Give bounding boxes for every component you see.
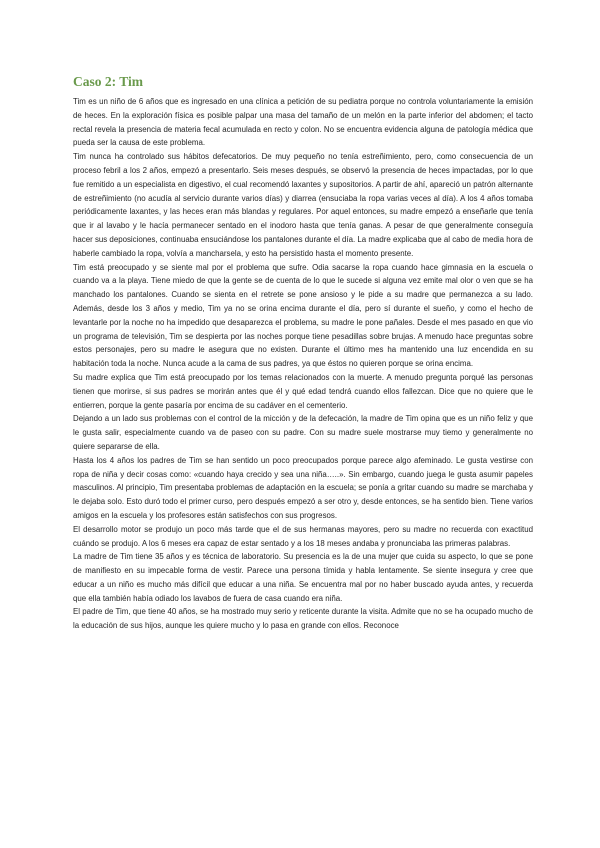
paragraph-1: Tim es un niño de 6 años que es ingresado en una clínica a petición de su pediatra porque no controla voluntariamente la emisión de heces. En la exploración física es posible palpar una masa del tamaño de un melón en la parte inferior del abdomen; el tacto rectal revela la presencia de materia fecal acumulada en recto y colon. No se encuentra evidencia alguna de patología médica que pueda ser la causa de este problema.: [73, 97, 533, 148]
paragraph-4: Su madre explica que Tim está preocupado por los temas relacionados con la muerte. A menudo pregunta porqué las personas tienen que morirse, si sus padres se morirán antes que él y qué edad tendrá cuando ellos fallezcan. Dice que no quiere que le entierren, porque la gente pasaría por encima de su cadáver en el cementerio.: [73, 372, 533, 410]
document-page: [73, 74, 533, 633]
paragraph-5: Dejando a un lado sus problemas con el control de la micción y de la defecación, la madre de Tim opina que es un niño feliz y que le gusta salir, especialmente cuando va de paseo con su padre. Con su madre suele mostrarse muy tiemo y generalmente no quiere separarse de ella.: [73, 414, 533, 451]
paragraph-3: Tim está preocupado y se siente mal por el problema que sufre. Odia sacarse la ropa cuando hace gimnasia en la escuela o cuando va a la playa. Tiene miedo de que la gente se de cuenta de lo que le sucede si alguna vez emite mal olor o ven que se ha manchado los pantalones. Cuando se sienta en el retrete se pone ansioso y le pide a su madre que permanezca a su lado. Además, desde los 3 años y medio, Tim ya no se orina encima durante el día, pero sí durante el sueño, y como el hecho de levantarle por la noche no ha impedido que desaparezca el problema, su madre le pone pañales. Desde el mes pasado en que vio un programa de televisión, Tim se despierta por las noches porque tiene pesadillas sobre brujas. A menudo hace preguntas sobre estos personajes, pero su madre le asegura que no existen. Durante el último mes ha mantenido una luz encendida en su habitación toda la noche. Nunca acude a la cama de sus padres, ya que éstos no quieren porque se orina encima.: [73, 262, 533, 369]
paragraph-6: Hasta los 4 años los padres de Tim se han sentido un poco preocupados porque parece algo afeminado. Le gusta vestirse con ropa de niña y decir cosas como: «cuando haya crecido y sea una niña…..». Sin embargo, cuando juega le gusta asumir papeles masculinos. Al principio, Tim presentaba problemas de adaptación en la escuela; se ponía a gritar cuando su madre se marchaba y le dejaba solo. Esto duró todo el primer curso, pero después empezó a ser otro y, desde entonces, se ha sentido bien. Tiene varios amigos en la escuela y los profesores están satisfechos con sus progresos.: [73, 455, 533, 520]
paragraph-7: El desarrollo motor se produjo un poco más tarde que el de sus hermanas mayores, pero su madre no recuerda con exactitud cuándo se produjo. A los 6 meses era capaz de estar sentado y a los 18 meses andaba y pronunciaba las primeras palabras.: [73, 524, 533, 548]
paragraph-8: La madre de Tim tiene 35 años y es técnica de laboratorio. Su presencia es la de una mujer que cuida su aspecto, lo que se pone de manifiesto en su impecable forma de vestir. Parece una persona tímida y habla lentamente. Se siente insegura y cree que educar a un niño es mucho más difícil que educar a una niña. Se encuentra mal por no haber buscado ayuda antes, y recuerda que ella también había odiado los lavabos de fuera de casa cuando era niña.: [73, 552, 533, 603]
paragraph-2: Tim nunca ha controlado sus hábitos defecatorios. De muy pequeño no tenía estreñimiento, pero, como consecuencia de un proceso febril a los 2 años, empezó a presentarlo. Seis meses después, se observó la presencia de heces impactadas, por lo que fue remitido a un especialista en digestivo, el cual recomendó laxantes y supositorios. A partir de ahí, apareció un patrón alternante de estreñimiento (no acudía al servicio durante varios días) y diarrea (ensuciaba la ropa varias veces al día). A los 4 años tomaba periódicamente laxantes, y las heces eran más blandas y regulares. Por aquel entonces, su madre empezó a enseñarle que tenía que ir al lavabo y le hacía permanecer sentado en el inodoro hasta que tenía ganas. A pesar de que generalmente conseguía hacer sus deposiciones, continuaba ensuciándose los pantalones durante el día. La madre explicaba que al cabo de media hora de haberle cambiado la ropa, volvía a mancharsela, y esto ha persistido hasta el momento presente.: [73, 152, 533, 258]
paragraph-9: El padre de Tim, que tiene 40 años, se ha mostrado muy serio y reticente durante la visita. Admite que no se ha ocupado mucho de la educación de sus hijos, aunque les quiere mucho y lo pasa en grande con ellos. Reconoce: [73, 607, 533, 631]
case-title: Caso 2: Tim: [73, 74, 144, 89]
